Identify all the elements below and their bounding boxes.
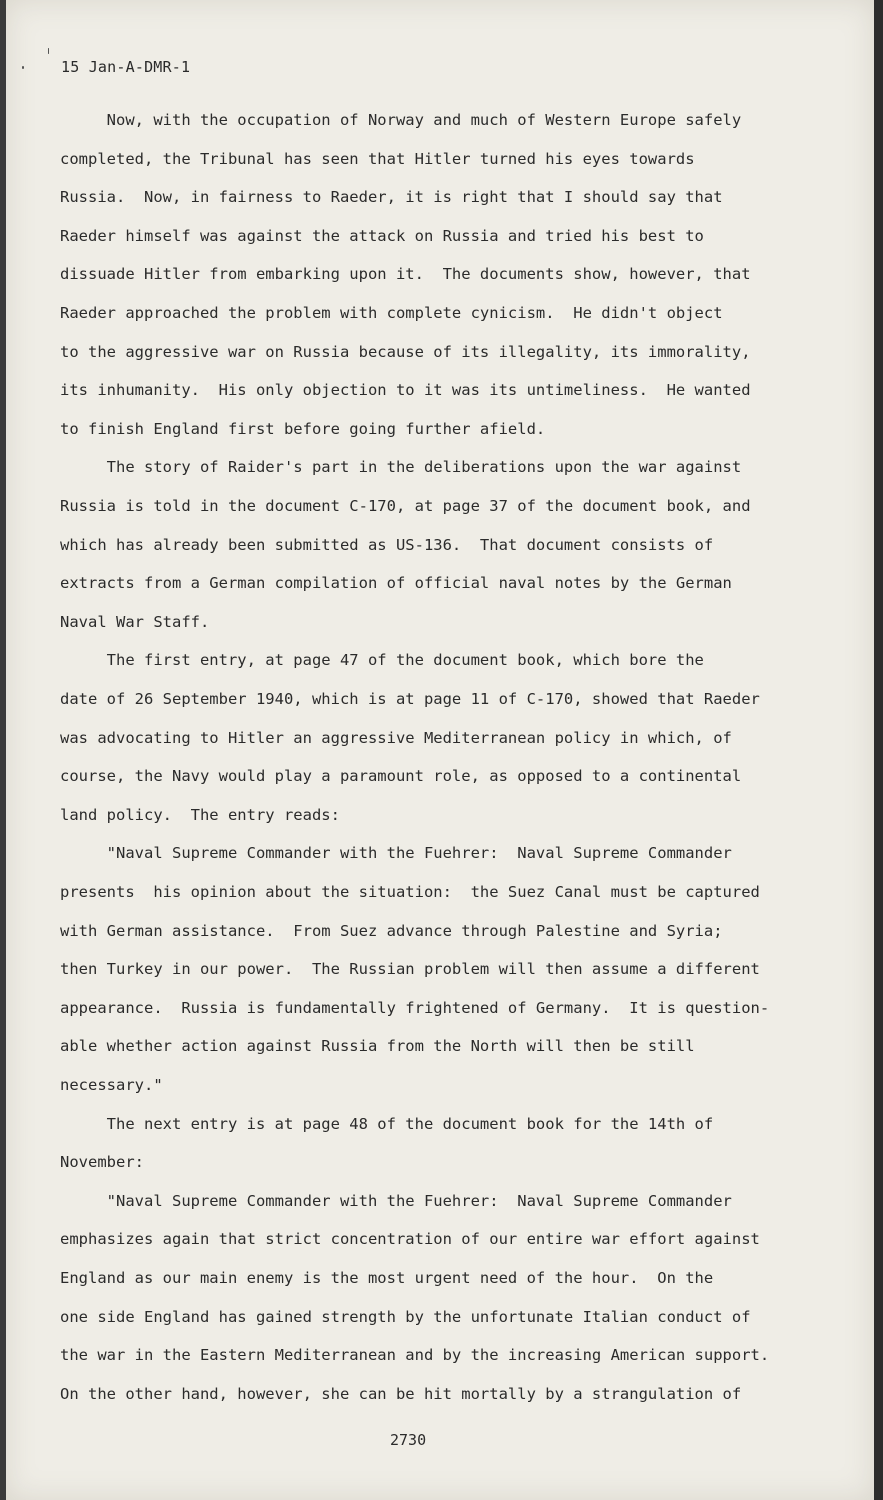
text-line: On the other hand, however, she can be hit mortally by a strangulation of: [60, 1384, 742, 1403]
text-line: completed, the Tribunal has seen that Hitler turned his eyes towards: [60, 149, 695, 168]
text-line: England as our main enemy is the most urgent need of the hour. On the: [60, 1269, 714, 1287]
text-line: which has already been submitted as US-136. That document consists of: [60, 535, 714, 554]
text-line: Raeder himself was against the attack on Russia and tried his best to: [60, 226, 704, 245]
text-line: then Turkey in our power. The Russian problem will then assume a different: [60, 960, 760, 979]
text-line: dissuade Hitler from embarking upon it. The documents show, however, that: [60, 265, 751, 284]
text-line: emphasizes again that strict concentration of our entire war effort against: [60, 1230, 760, 1249]
text-line: November:: [60, 1153, 144, 1172]
paper-speck: [22, 66, 24, 69]
text-line: extracts from a German compilation of official naval notes by the German: [60, 574, 732, 593]
text-line: date of 26 September 1940, which is at page 11 of C-170, showed that Raeder: [60, 690, 760, 708]
document-page: [6, 0, 874, 1500]
text-line: "Naval Supreme Commander with the Fuehrer: Naval Supreme Commander: [60, 844, 732, 863]
text-line: appearance. Russia is fundamentally frightened of Germany. It is question-: [60, 998, 770, 1017]
text-line: Now, with the occupation of Norway and much of Western Europe safely: [60, 111, 742, 129]
page-number: 2730: [390, 1431, 427, 1449]
text-line: Naval War Staff.: [60, 612, 210, 631]
text-line: Raeder approached the problem with complete cynicism. He didn't object: [60, 304, 723, 322]
document-reference: 15 Jan-A-DMR-1: [61, 58, 191, 76]
text-line: "Naval Supreme Commander with the Fuehrer: Naval Supreme Commander: [60, 1191, 732, 1210]
text-line: The next entry is at page 48 of the document book for the 14th of: [60, 1114, 714, 1133]
paper-speck: [48, 48, 49, 54]
text-line: presents his opinion about the situation: the Suez Canal must be captured: [60, 883, 760, 901]
text-line: with German assistance. From Suez advance through Palestine and Syria;: [60, 921, 723, 940]
text-line: The first entry, at page 47 of the document book, which bore the: [60, 651, 704, 670]
text-line: necessary.": [60, 1076, 163, 1094]
text-line: one side England has gained strength by the unfortunate Italian conduct of: [60, 1307, 751, 1326]
text-line: Russia is told in the document C-170, at page 37 of the document book, and: [60, 497, 751, 515]
text-line: course, the Navy would play a paramount role, as opposed to a continental: [60, 767, 742, 786]
text-line: to the aggressive war on Russia because of its illegality, its immorality,: [60, 342, 751, 361]
text-line: to finish England first before going further afield.: [60, 419, 546, 438]
text-line: land policy. The entry reads:: [60, 805, 340, 824]
text-line: The story of Raider's part in the deliberations upon the war against: [60, 458, 742, 477]
text-line: its inhumanity. His only objection to it was its untimeliness. He wanted: [60, 381, 751, 400]
text-line: Russia. Now, in fairness to Raeder, it is right that I should say that: [60, 188, 723, 207]
text-line: the war in the Eastern Mediterranean and by the increasing American support.: [60, 1346, 770, 1365]
text-line: was advocating to Hitler an aggressive Mediterranean policy in which, of: [60, 728, 732, 747]
text-line: able whether action against Russia from the North will then be still: [60, 1037, 695, 1056]
scan-edge: [874, 0, 883, 1500]
